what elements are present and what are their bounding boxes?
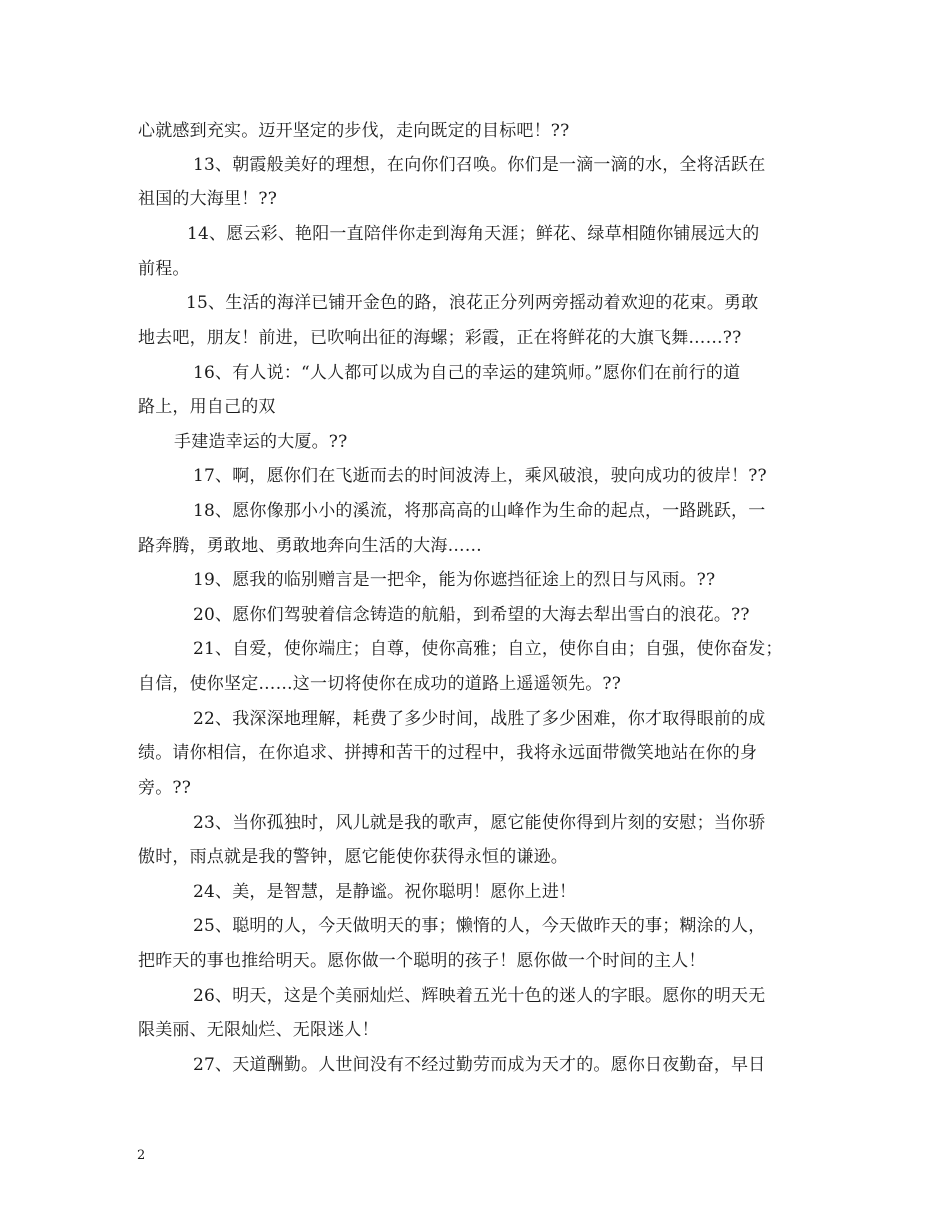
text-line: 傲时，雨点就是我的警钟，愿它能使你获得永恒的谦逊。	[138, 847, 568, 867]
text-line: 27、天道酬勤。人世间没有不经过勤劳而成为天才的。愿你日夜勤奋，早日	[193, 1055, 766, 1075]
text-line: 前程。	[138, 259, 190, 279]
text-line: 自信，使你坚定……这一切将使你在成功的道路上遥遥领先。??	[138, 674, 622, 694]
text-line: 路奔腾，勇敢地、勇敢地奔向生活的大海……	[138, 536, 482, 556]
text-line: 13、朝霞般美好的理想，在向你们召唤。你们是一滴一滴的水，全将活跃在	[193, 155, 766, 175]
page-number: 2	[137, 1148, 146, 1163]
text-line: 限美丽、无限灿烂、无限迷人！	[138, 1020, 379, 1040]
text-line: 路上，用自己的双	[138, 397, 276, 417]
text-line: 16、有人说：“人人都可以成为自己的幸运的建筑师。”愿你们在前行的道	[193, 363, 741, 383]
text-line: 18、愿你像那小小的溪流，将那高高的山峰作为生命的起点，一路跳跃，一	[193, 501, 766, 521]
text-line: 22、我深深地理解，耗费了多少时间，战胜了多少困难，你才取得眼前的成	[193, 709, 766, 729]
text-line: 23、当你孤独时，风儿就是我的歌声，愿它能使你得到片刻的安慰；当你骄	[193, 813, 766, 833]
text-line: 心就感到充实。迈开坚定的步伐，走向既定的目标吧！??	[138, 121, 570, 141]
text-line: 25、聪明的人，今天做明天的事；懒惰的人，今天做昨天的事；糊涂的人，	[193, 916, 766, 936]
text-line: 24、美，是智慧，是静谧。祝你聪明！愿你上进！	[193, 882, 577, 902]
text-line: 21、自爱，使你端庄；自尊，使你高雅；自立，使你自由；自强，使你奋发；	[193, 639, 783, 659]
text-line: 17、啊，愿你们在飞逝而去的时间波涛上，乘风破浪，驶向成功的彼岸！??	[193, 466, 767, 486]
text-line: 地去吧，朋友！前进，已吹响出征的海螺；彩霞，正在将鲜花的大旗飞舞……??	[138, 328, 742, 348]
text-line: 把昨天的事也推给明天。愿你做一个聪明的孩子！愿你做一个时间的主人！	[138, 951, 706, 971]
text-line: 祖国的大海里！??	[138, 189, 278, 209]
text-line: 26、明天，这是个美丽灿烂、辉映着五光十色的迷人的字眼。愿你的明天无	[193, 986, 766, 1006]
text-line: 14、愿云彩、艳阳一直陪伴你走到海角天涯；鲜花、绿草相随你铺展远大的	[187, 224, 760, 244]
text-line: 20、愿你们驾驶着信念铸造的航船，到希望的大海去犁出雪白的浪花。??	[193, 605, 750, 625]
text-line: 15、生活的海洋已铺开金色的路，浪花正分列两旁摇动着欢迎的花束。勇敢	[186, 293, 759, 313]
text-line: 旁。??	[138, 778, 192, 798]
text-line: 绩。请你相信，在你追求、拼搏和苦干的过程中，我将永远面带微笑地站在你的身	[138, 743, 758, 763]
text-line: 手建造幸运的大厦。??	[174, 432, 348, 452]
text-line: 19、愿我的临别赠言是一把伞，能为你遮挡征途上的烈日与风雨。??	[193, 570, 716, 590]
